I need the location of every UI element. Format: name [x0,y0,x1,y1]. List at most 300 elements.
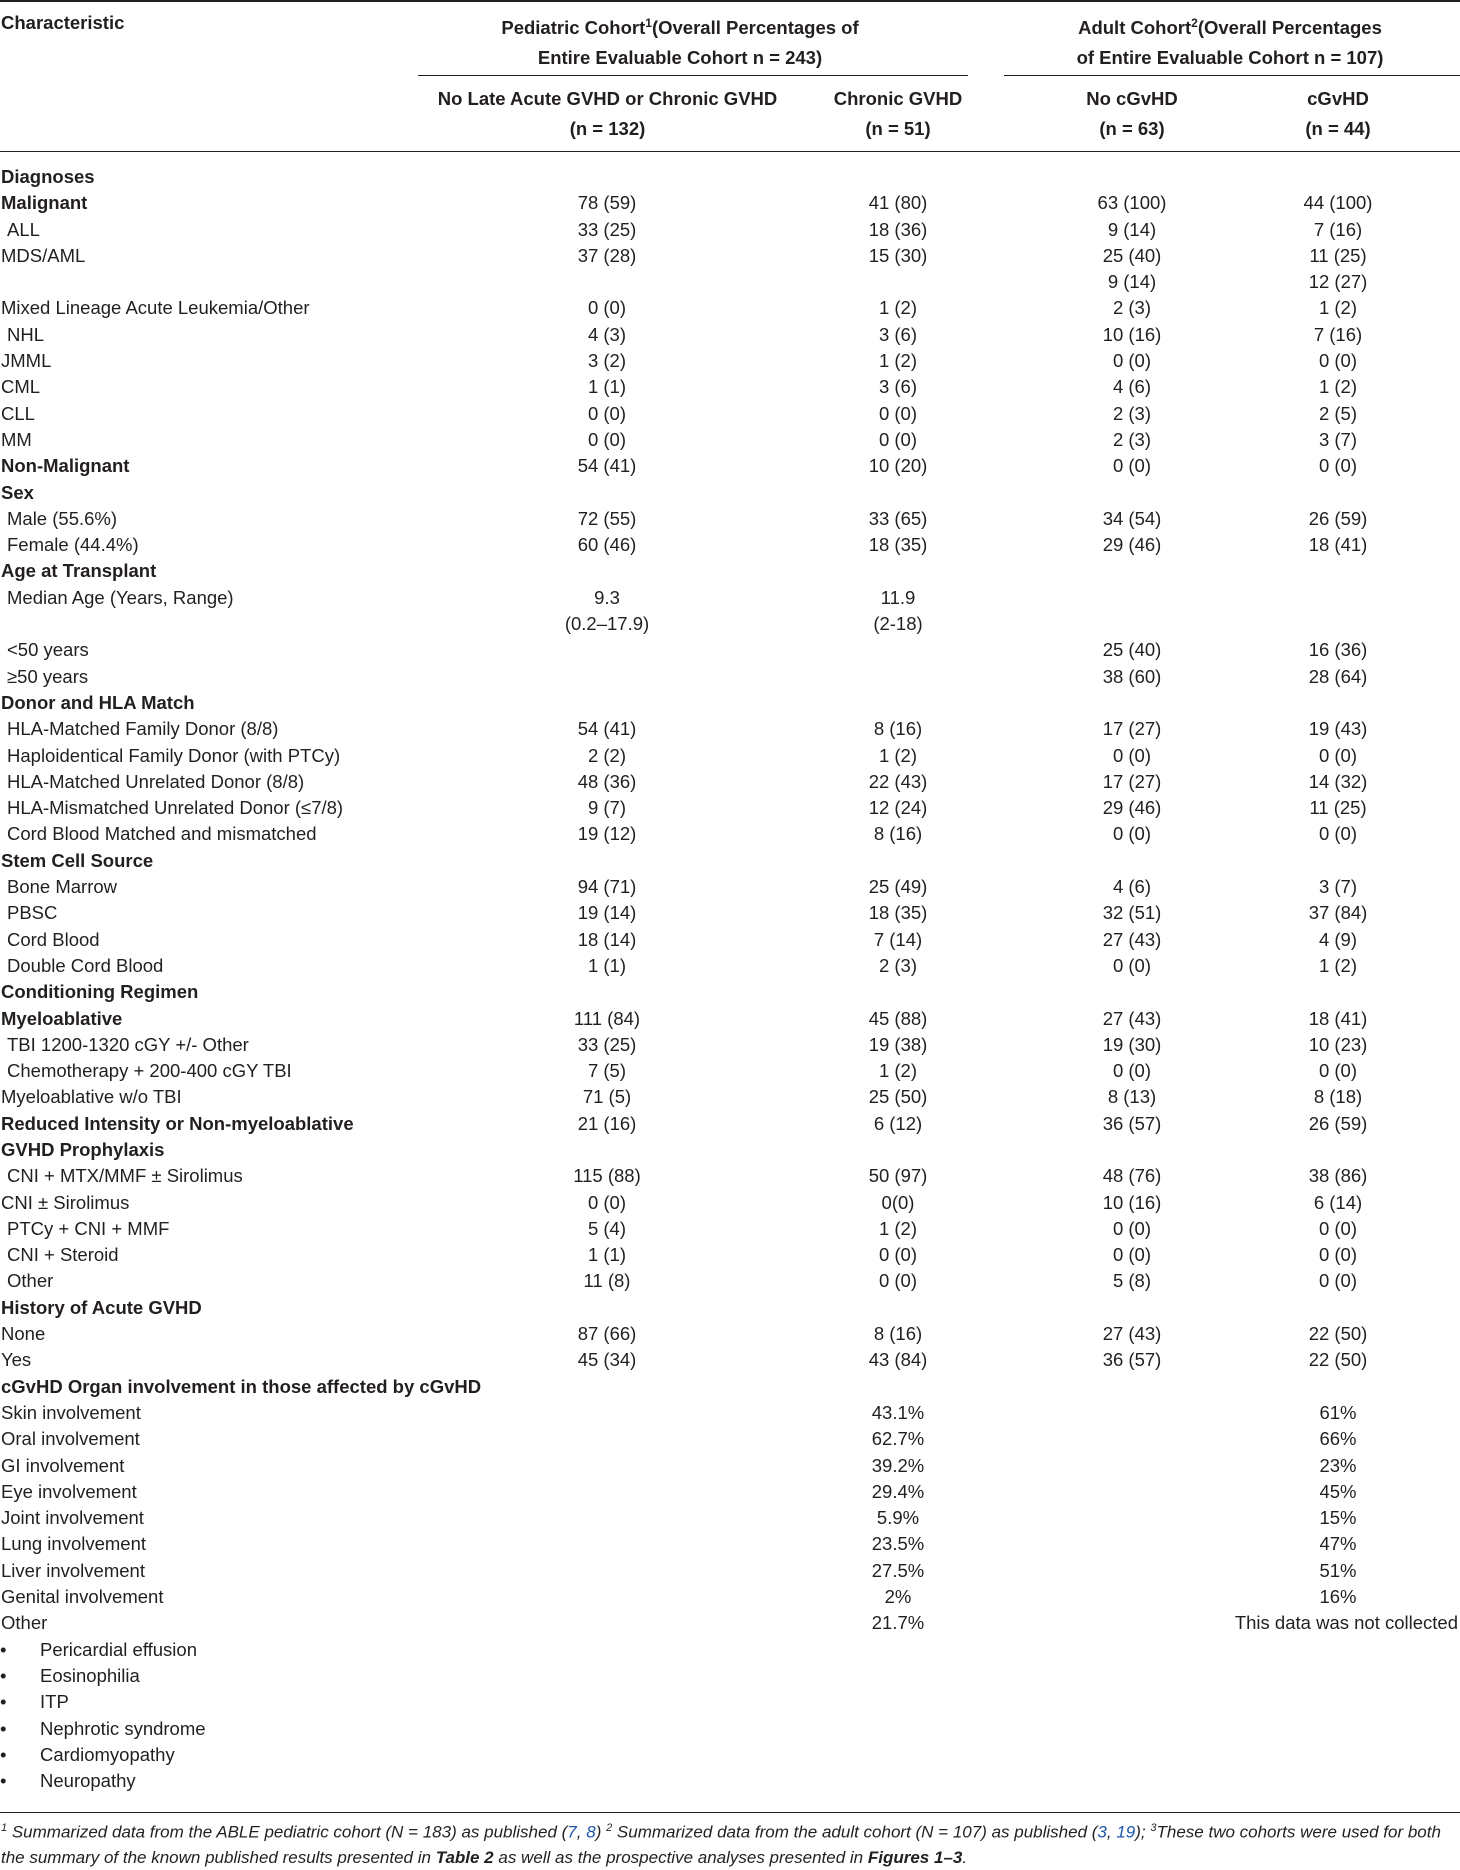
pediatric-no-gvhd-cell: 48 (36) [577,770,637,792]
pediatric-chronic-gvhd-cell: 27.5% [871,1559,925,1581]
pediatric-no-gvhd-cell: 94 (71) [577,876,637,898]
table-row [0,953,1460,979]
adult-cgvhd-cell: 37 (84) [1308,902,1368,924]
adult-no-cgvhd-cell: 17 (27) [1102,770,1162,792]
table-row [0,1242,1460,1268]
row-label: Joint involvement [1,1507,144,1529]
row-label: Eosinophilia [40,1664,140,1686]
adult-cgvhd-cell: 10 (23) [1308,1033,1368,1055]
table-row [0,637,1460,663]
section-row [0,190,1460,216]
pediatric-chronic-gvhd-cell: 22 (43) [868,770,928,792]
adult-no-cgvhd-cell: 0 (0) [1112,455,1152,477]
row-label: NHL [7,323,45,345]
adult-no-cgvhd-cell: 27 (43) [1102,1007,1162,1029]
table-row [0,1531,1460,1557]
row-label: Skin involvement [1,1401,141,1423]
adult-cgvhd-cell: 44 (100) [1303,192,1373,214]
adult-no-cgvhd-cell: 0 (0) [1112,744,1152,766]
reference-link[interactable]: 7 [567,1822,577,1842]
pediatric-chronic-gvhd-cell: 11.9 (2-18) [873,586,923,635]
table-row [0,269,1460,295]
pediatric-no-gvhd-cell: 33 (25) [577,218,637,240]
table-row [0,874,1460,900]
pediatric-chronic-gvhd-cell: 21.7% [871,1612,925,1634]
adult-no-cgvhd-cell: 27 (43) [1102,928,1162,950]
row-label: Pericardial effusion [40,1638,197,1660]
pediatric-chronic-gvhd-cell: 19 (38) [868,1033,928,1055]
footnotes: $^1$ Summarized data from the ABLE pediatric cohort (N = 183) as published (7, 8) $^2$ Summarized data from the adult cohort (N = 107) as published (3, 19); $^3$These two cohorts were used for both the summary of the known published results presented in Table 2 as well as the prospective analyses presented in Figures 1–3. [1,1822,1441,1867]
adult-no-cgvhd-cell: 2 (3) [1112,428,1152,450]
table-2-link[interactable]: Table 2 [435,1847,494,1867]
pediatric-no-gvhd-cell: 72 (55) [577,507,637,529]
row-label: <50 years [7,639,89,661]
section-row [0,164,1460,190]
pediatric-chronic-gvhd-cell: 0 (0) [878,1270,918,1292]
row-label: Bone Marrow [7,876,118,898]
table-row [0,1426,1460,1452]
adult-no-cgvhd-cell: 38 (60) [1102,665,1162,687]
adult-cgvhd-cell: 47% [1319,1533,1357,1555]
table-row [0,1505,1460,1531]
pediatric-chronic-gvhd-cell: 8 (16) [873,823,923,845]
adult-no-cgvhd-cell: 2 (3) [1112,402,1152,424]
adult-cgvhd-cell: 18 (41) [1308,534,1368,556]
pediatric-chronic-gvhd-cell: 41 (80) [868,192,928,214]
adult-no-cgvhd-cell: 32 (51) [1102,902,1162,924]
pediatric-no-gvhd-cell: 87 (66) [577,1323,637,1345]
adult-no-cgvhd-cell: 9 (14) [1107,271,1157,293]
pediatric-no-gvhd-cell: 11 (8) [583,1270,631,1292]
adult-no-cgvhd-cell: 0 (0) [1112,954,1152,976]
pediatric-chronic-gvhd-cell: 29.4% [871,1480,925,1502]
row-label: PBSC [7,902,58,924]
adult-no-cgvhd-cell: 0 (0) [1112,350,1152,372]
pediatric-chronic-gvhd-cell: 50 (97) [868,1165,928,1187]
adult-cgvhd-cell: 0 (0) [1318,744,1358,766]
pediatric-chronic-gvhd-cell: 25 (50) [868,1086,928,1108]
table-row [0,585,1460,638]
pediatric-no-gvhd-cell: 33 (25) [577,1033,637,1055]
table-row [0,900,1460,926]
row-label: Yes [1,1349,32,1371]
pediatric-no-gvhd-cell: 1 (1) [587,1244,627,1266]
bullet-icon: • [0,1743,7,1765]
adult-no-cgvhd-cell: 4 (6) [1112,376,1152,398]
not-collected-note: This data was not collected [1234,1612,1458,1634]
table-row [0,322,1460,348]
pediatric-chronic-gvhd-cell: 2 (3) [878,954,918,976]
table-row [0,1190,1460,1216]
characteristic-header: Characteristic [1,12,125,33]
table-row [0,1453,1460,1479]
row-label: ALL [7,218,40,240]
pediatric-no-gvhd-cell: 45 (34) [577,1349,637,1371]
pediatric-chronic-gvhd-cell: 8 (16) [873,1323,923,1345]
section-label: Reduced Intensity or Non-myeloablative [1,1112,354,1134]
row-label: Liver involvement [1,1559,145,1581]
bullet-icon: • [0,1664,7,1686]
bullet-icon: • [0,1770,7,1792]
row-label: Other [1,1612,48,1634]
table-row [0,427,1460,453]
pediatric-chronic-gvhd-cell: 1 (2) [878,350,918,372]
row-label: Female (44.4%) [7,534,139,556]
row-label: TBI 1200-1320 cGY +/- Other [7,1033,249,1055]
adult-cgvhd-cell: 19 (43) [1308,718,1368,740]
pediatric-chronic-gvhd-cell: 0 (0) [878,402,918,424]
bullet-row [0,1742,1460,1768]
subheader-cgvhd: cGvHD (n = 44) [1305,88,1371,139]
section-row [0,1111,1460,1137]
subheader-no-late-gvhd: No Late Acute GVHD or Chronic GVHD (n = 132) [437,88,778,139]
adult-cgvhd-cell: 38 (86) [1308,1165,1368,1187]
pediatric-no-gvhd-cell: 19 (14) [577,902,637,924]
pediatric-chronic-gvhd-cell: 33 (65) [868,507,928,529]
adult-cgvhd-cell: 7 (16) [1313,218,1363,240]
row-label: CNI ± Sirolimus [1,1191,130,1213]
section-row [0,453,1460,479]
reference-link[interactable]: 3 [1097,1822,1107,1842]
row-label: GI involvement [1,1454,125,1476]
pediatric-chronic-gvhd-cell: 23.5% [871,1533,925,1555]
pediatric-no-gvhd-cell: 5 (4) [587,1217,627,1239]
table-row [0,1163,1460,1189]
row-label: Eye involvement [1,1480,137,1502]
adult-cgvhd-cell: 12 (27) [1308,271,1368,293]
adult-cgvhd-cell: 22 (50) [1308,1349,1368,1371]
section-row [0,1295,1460,1321]
adult-no-cgvhd-cell: 4 (6) [1112,876,1152,898]
section-row [0,1006,1460,1032]
pediatric-chronic-gvhd-cell: 1 (2) [878,744,918,766]
pediatric-chronic-gvhd-cell: 0 (0) [878,1244,918,1266]
adult-cgvhd-cell: 6 (14) [1313,1191,1363,1213]
section-label: Diagnoses [1,166,95,187]
row-label: HLA-Matched Unrelated Donor (8/8) [7,770,305,792]
adult-no-cgvhd-cell: 17 (27) [1102,718,1162,740]
pediatric-no-gvhd-cell: 1 (1) [587,376,627,398]
table-row [0,1610,1460,1636]
adult-no-cgvhd-cell: 36 (57) [1102,1349,1162,1371]
pediatric-chronic-gvhd-cell: 0 (0) [878,428,918,450]
adult-cgvhd-cell: 0 (0) [1318,1244,1358,1266]
row-label: Neuropathy [40,1770,136,1792]
adult-cgvhd-cell: 3 (7) [1318,428,1358,450]
adult-no-cgvhd-cell: 29 (46) [1102,534,1162,556]
header-rule-top [0,0,1460,2]
adult-no-cgvhd-cell: 5 (8) [1112,1270,1152,1292]
adult-cgvhd-cell: 23% [1319,1454,1357,1476]
adult-cgvhd-cell: 0 (0) [1318,1270,1358,1292]
pediatric-no-gvhd-cell: 115 (88) [573,1165,641,1187]
table-row [0,927,1460,953]
adult-cgvhd-cell: 61% [1319,1401,1357,1423]
pediatric-no-gvhd-cell: 9.3 (0.2–17.9) [564,586,650,635]
row-label: Cardiomyopathy [40,1743,175,1765]
table-row [0,795,1460,821]
header-rule-bottom [0,151,1460,152]
adult-cgvhd-cell: 0 (0) [1318,1060,1358,1082]
row-label: ≥50 years [7,665,89,687]
adult-cgvhd-cell: 0 (0) [1318,1217,1358,1239]
section-row [0,848,1460,874]
pediatric-chronic-gvhd-cell: 1 (2) [878,297,918,319]
row-label: Double Cord Blood [7,954,164,976]
adult-cgvhd-cell: 1 (2) [1318,376,1358,398]
adult-no-cgvhd-cell: 27 (43) [1102,1323,1162,1345]
bullet-row [0,1689,1460,1715]
adult-no-cgvhd-cell: 10 (16) [1102,1191,1162,1213]
bullet-icon: • [0,1638,7,1660]
pediatric-no-gvhd-cell: 0 (0) [587,402,627,424]
adult-cgvhd-cell: 14 (32) [1308,770,1368,792]
pediatric-span-rule [418,75,968,76]
adult-cgvhd-cell: 28 (64) [1308,665,1368,687]
row-label: Male (55.6%) [7,507,118,529]
section-row [0,480,1460,506]
adult-no-cgvhd-cell: 48 (76) [1102,1165,1162,1187]
row-label: Cord Blood [7,928,100,950]
pediatric-chronic-gvhd-cell: 62.7% [871,1428,925,1450]
row-label: Chemotherapy + 200-400 cGY TBI [7,1060,292,1082]
section-label: Sex [1,481,34,503]
pediatric-no-gvhd-cell: 0 (0) [587,1191,627,1213]
adult-cgvhd-cell: 0 (0) [1318,350,1358,372]
row-label: Haploidentical Family Donor (with PTCy) [7,744,341,766]
adult-cgvhd-cell: 11 (25) [1309,244,1367,266]
section-row [0,1137,1460,1163]
table-row [0,217,1460,243]
table-header [0,0,1460,154]
bullet-row [0,1768,1460,1794]
section-label: Malignant [1,192,88,214]
table-row [0,532,1460,558]
adult-cgvhd-cell: 3 (7) [1318,876,1358,898]
adult-cohort-header: Adult Cohort$^2$(Overall Percentages of Entire Evaluable Cohort n = 107) [1076,16,1384,69]
section-label: Stem Cell Source [1,849,154,871]
adult-no-cgvhd-cell: 0 (0) [1112,1060,1152,1082]
table-row [0,1479,1460,1505]
pediatric-chronic-gvhd-cell: 6 (12) [873,1112,923,1134]
table-row [0,1347,1460,1373]
table-row [0,401,1460,427]
table-row [0,1216,1460,1242]
table-row [0,295,1460,321]
adult-no-cgvhd-cell: 0 (0) [1112,1244,1152,1266]
section-label: GVHD Prophylaxis [1,1138,165,1160]
adult-no-cgvhd-cell: 0 (0) [1112,823,1152,845]
pediatric-chronic-gvhd-cell: 5.9% [876,1507,920,1529]
pediatric-no-gvhd-cell: 60 (46) [577,534,637,556]
adult-cgvhd-cell: 0 (0) [1318,455,1358,477]
table-row [0,1268,1460,1294]
table-row [0,1084,1460,1110]
table-row [0,1584,1460,1610]
section-row [0,558,1460,584]
pediatric-no-gvhd-cell: 2 (2) [587,744,627,766]
adult-no-cgvhd-cell: 8 (13) [1107,1086,1157,1108]
pediatric-no-gvhd-cell: 54 (41) [577,718,637,740]
reference-link[interactable]: 19 [1116,1822,1136,1842]
bullet-row [0,1663,1460,1689]
pediatric-chronic-gvhd-cell: 18 (36) [868,218,928,240]
table-row [0,506,1460,532]
adult-no-cgvhd-cell: 10 (16) [1102,323,1162,345]
adult-cgvhd-cell: 8 (18) [1313,1086,1363,1108]
pediatric-no-gvhd-cell: 19 (12) [577,823,637,845]
table-row [0,769,1460,795]
row-label: Mixed Lineage Acute Leukemia/Other [1,297,310,319]
bullet-icon: • [0,1717,7,1739]
row-label: ITP [40,1691,69,1713]
section-label: Non-Malignant [1,455,130,477]
adult-no-cgvhd-cell: 9 (14) [1107,218,1157,240]
table-row [0,1058,1460,1084]
pediatric-chronic-gvhd-cell: 18 (35) [868,534,928,556]
adult-no-cgvhd-cell: 25 (40) [1102,244,1162,266]
table-row [0,348,1460,374]
row-label: Lung involvement [1,1533,147,1555]
adult-cgvhd-cell: 45% [1319,1480,1357,1502]
adult-no-cgvhd-cell: 2 (3) [1112,297,1152,319]
pediatric-no-gvhd-cell: 71 (5) [582,1086,632,1108]
pediatric-chronic-gvhd-cell: 8 (16) [873,718,923,740]
adult-cgvhd-cell: 15% [1319,1507,1357,1529]
row-label: Genital involvement [1,1586,164,1608]
table-row [0,743,1460,769]
pediatric-chronic-gvhd-cell: 7 (14) [873,928,923,950]
table-row [0,716,1460,742]
pediatric-chronic-gvhd-cell: 12 (24) [868,797,928,819]
pediatric-chronic-gvhd-cell: 3 (6) [878,323,918,345]
table-row [0,1558,1460,1584]
row-label: Other [7,1270,54,1292]
adult-cgvhd-cell: 66% [1319,1428,1357,1450]
pediatric-no-gvhd-cell: 0 (0) [587,428,627,450]
pediatric-chronic-gvhd-cell: 45 (88) [868,1007,928,1029]
pediatric-no-gvhd-cell: 7 (5) [587,1060,627,1082]
section-label: Myeloablative [1,1007,123,1029]
pediatric-no-gvhd-cell: 111 (84) [573,1007,641,1029]
section-label: History of Acute GVHD [1,1296,202,1318]
subheader-chronic-gvhd: Chronic GVHD (n = 51) [833,88,963,139]
pediatric-no-gvhd-cell: 9 (7) [587,797,627,819]
adult-cgvhd-cell: 11 (25) [1309,797,1367,819]
adult-no-cgvhd-cell: 0 (0) [1112,1217,1152,1239]
row-label: CNI + MTX/MMF ± Sirolimus [7,1165,243,1187]
pediatric-chronic-gvhd-cell: 18 (35) [868,902,928,924]
footer-rule [0,1812,1460,1813]
table-row [0,1032,1460,1058]
pediatric-cohort-header: Pediatric Cohort$^1$(Overall Percentages of Entire Evaluable Cohort n = 243) [501,16,859,69]
adult-cgvhd-cell: 16% [1319,1586,1357,1608]
pediatric-chronic-gvhd-cell: 25 (49) [868,876,928,898]
pediatric-chronic-gvhd-cell: 3 (6) [878,376,918,398]
row-label: Nephrotic syndrome [40,1717,206,1739]
pediatric-no-gvhd-cell: 21 (16) [577,1112,637,1134]
table-row [0,374,1460,400]
adult-cgvhd-cell: 18 (41) [1308,1007,1368,1029]
pediatric-chronic-gvhd-cell: 43 (84) [868,1349,928,1371]
pediatric-no-gvhd-cell: 78 (59) [577,192,637,214]
adult-no-cgvhd-cell: 36 (57) [1102,1112,1162,1134]
pediatric-no-gvhd-cell: 54 (41) [577,455,637,477]
row-label: Cord Blood Matched and mismatched [7,823,317,845]
row-label: CLL [1,402,35,424]
pediatric-chronic-gvhd-cell: 10 (20) [868,455,928,477]
pediatric-chronic-gvhd-cell: 2% [884,1586,912,1608]
pediatric-no-gvhd-cell: 37 (28) [577,244,637,266]
bullet-row [0,1637,1460,1663]
adult-no-cgvhd-cell: 29 (46) [1102,797,1162,819]
bullet-icon: • [0,1691,7,1713]
section-label: cGvHD Organ involvement in those affected by cGvHD [1,1375,482,1397]
table-row [0,664,1460,690]
adult-cgvhd-cell: 0 (0) [1318,823,1358,845]
section-row [0,1374,1460,1400]
row-label: JMML [1,350,52,372]
row-label: MDS/AML [1,244,86,266]
reference-link[interactable]: 8 [586,1822,596,1842]
adult-cgvhd-cell: 7 (16) [1313,323,1363,345]
row-label: CML [1,376,41,398]
row-label: HLA-Mismatched Unrelated Donor (≤7/8) [7,797,344,819]
adult-cgvhd-cell: 26 (59) [1308,507,1368,529]
adult-no-cgvhd-cell: 19 (30) [1102,1033,1162,1055]
section-label: Donor and HLA Match [1,691,195,713]
adult-cgvhd-cell: 1 (2) [1318,297,1358,319]
row-label: Oral involvement [1,1428,140,1450]
row-label: CNI + Steroid [7,1244,119,1266]
table-row [0,243,1460,269]
table-row [0,1321,1460,1347]
pediatric-no-gvhd-cell: 3 (2) [587,350,627,372]
adult-cgvhd-cell: 22 (50) [1308,1323,1368,1345]
row-label: HLA-Matched Family Donor (8/8) [7,718,279,740]
row-label: Myeloablative w/o TBI [1,1086,182,1108]
section-label: Conditioning Regimen [1,981,199,1003]
pediatric-chronic-gvhd-cell: 1 (2) [878,1217,918,1239]
adult-cgvhd-cell: 4 (9) [1318,928,1358,950]
adult-span-rule [1004,75,1460,76]
adult-no-cgvhd-cell: 25 (40) [1102,639,1162,661]
figures-link[interactable]: Figures 1–3 [867,1847,963,1867]
pediatric-no-gvhd-cell: 18 (14) [577,928,637,950]
section-label: Age at Transplant [1,560,157,582]
row-label: None [1,1323,46,1345]
section-row [0,690,1460,716]
table-row [0,821,1460,847]
adult-cgvhd-cell: 51% [1319,1559,1357,1581]
section-row [0,979,1460,1005]
row-label: PTCy + CNI + MMF [7,1217,170,1239]
subheader-no-cgvhd: No cGvHD (n = 63) [1086,88,1178,139]
row-label: MM [1,428,32,450]
pediatric-chronic-gvhd-cell: 39.2% [871,1454,925,1476]
table-body [0,164,1460,1794]
bullet-row [0,1716,1460,1742]
pediatric-no-gvhd-cell: 0 (0) [587,297,627,319]
adult-no-cgvhd-cell: 63 (100) [1097,192,1167,214]
pediatric-chronic-gvhd-cell: 0(0) [881,1191,915,1213]
pediatric-no-gvhd-cell: 1 (1) [587,954,627,976]
table-row [0,1400,1460,1426]
pediatric-no-gvhd-cell: 4 (3) [587,323,627,345]
pediatric-chronic-gvhd-cell: 15 (30) [868,244,928,266]
adult-cgvhd-cell: 26 (59) [1308,1112,1368,1134]
adult-no-cgvhd-cell: 34 (54) [1102,507,1162,529]
